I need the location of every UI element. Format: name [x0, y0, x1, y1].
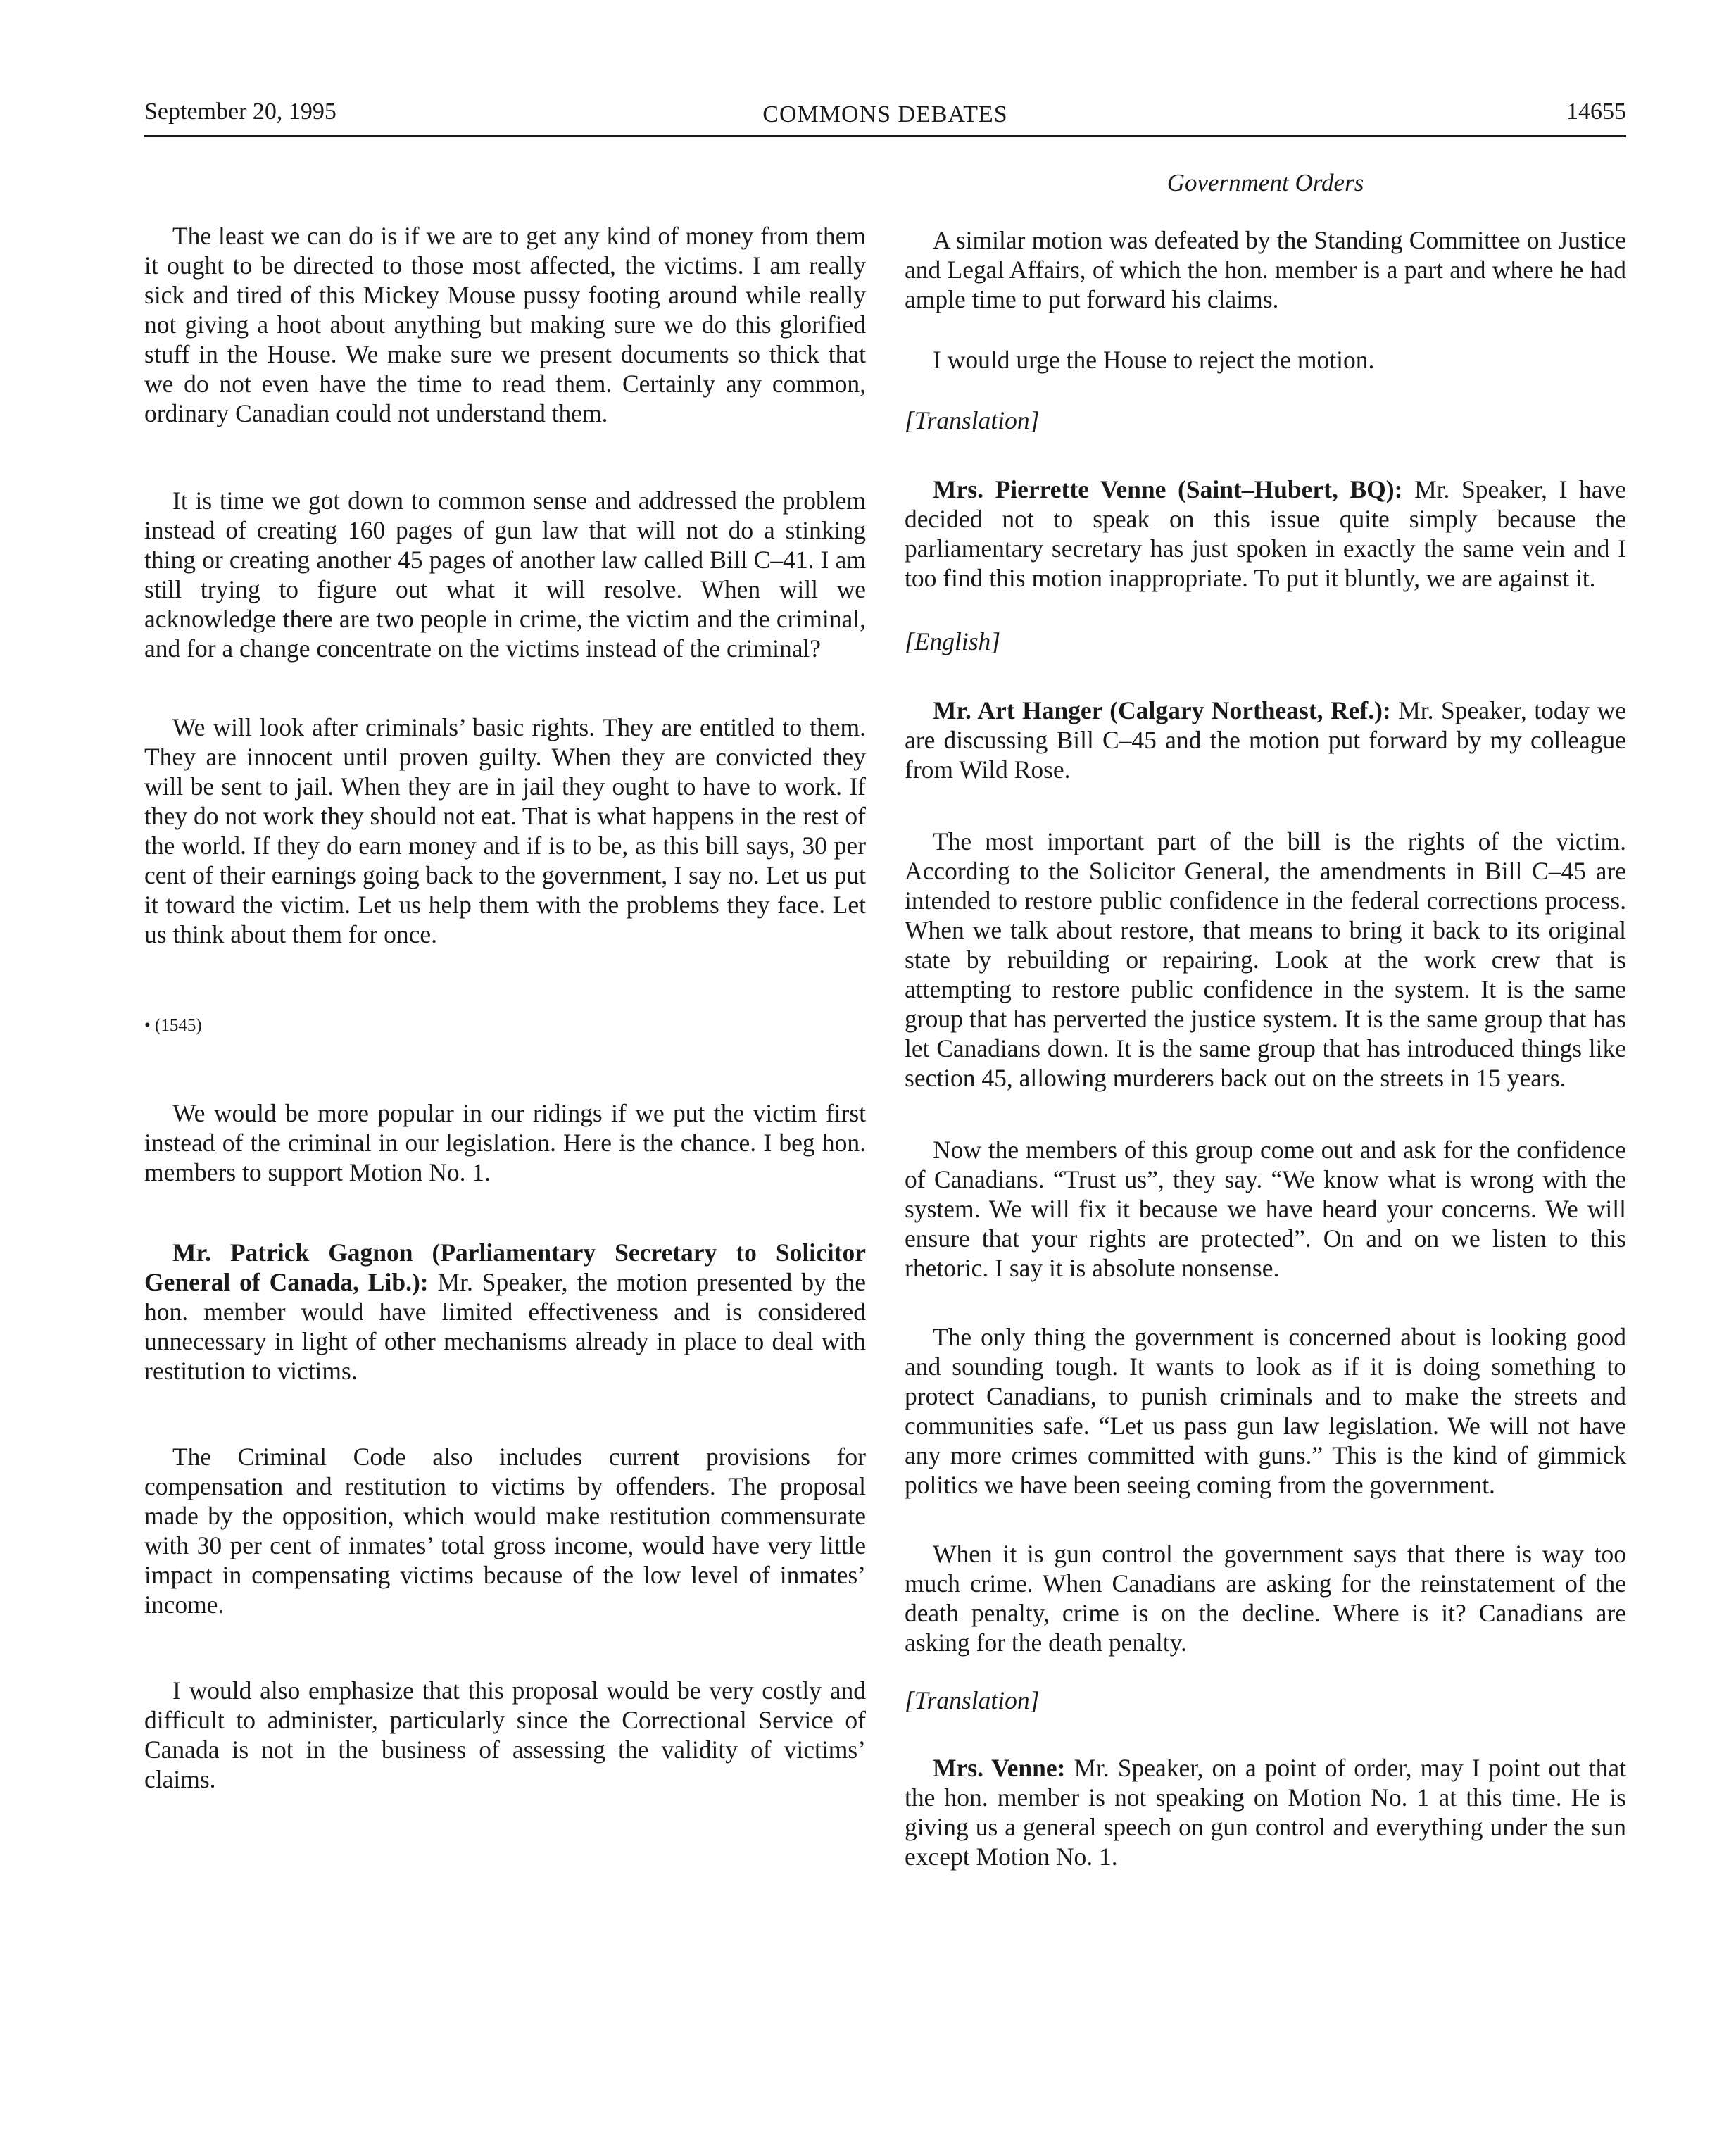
speech-paragraph [905, 475, 1626, 593]
language-tag: [Translation] [905, 1686, 1040, 1714]
section-heading: Government Orders [1166, 169, 1364, 196]
speech-paragraph [905, 1753, 1626, 1871]
language-tag: [English] [905, 627, 1001, 655]
speaker-name: Mr. Patrick Gagnon (Parliamentary Secretary to Solicitor General of Canada, Lib.): [144, 1238, 866, 1296]
paragraph: It is time we got down to common sense and addressed the problem instead of creating 160 pages of gun law that will not do a stinking thing or creating another 45 pages of another law called Bill C–41. I am still trying to figure out what it will resolve. When will we acknowledge there are two people in crime, the victim and the criminal, and for a change concentrate on the victims instead of the criminal? [144, 487, 866, 663]
paragraph: The Criminal Code also includes current provisions for compensation and restitution to victims by offenders. The proposal made by the opposition, which would make restitution commensurate with 30 per cent of inmates’ total gross income, would have very little impact in compensating victims because of the low level of inmates’ income. [144, 1443, 866, 1619]
paragraph: The most important part of the bill is the rights of the victim. According to the Solicitor General, the amendments in Bill C–45 are intended to restore public confidence in the federal corrections process. When we talk about restore, that means to bring it back to its original state by rebuilding or repairing. Look at the work crew that is attempting to restore public confidence in the system. It is the same group that has perverted the justice system. It is the same group that has let Canadians down. It is the same group that has introduced things like section 45, allowing murderers back out on the streets in 15 years. [905, 827, 1626, 1092]
speech-paragraph [144, 1238, 866, 1386]
language-tag: [Translation] [905, 406, 1040, 434]
paragraph: I would also emphasize that this proposal would be very costly and difficult to administer, particularly since the Correctional Service of Canada is not in the business of assessing the validity of victims’ claims. [144, 1676, 866, 1793]
speech-text: Mr. Speaker, today we are discussing Bill C–45 and the motion put forward by my colleague from Wild Rose. [905, 696, 1627, 784]
speech-text: Mr. Speaker, the motion presented by the hon. member would have limited effectiveness and is considered unnecessary in light of other mechanisms already in place to deal with restitution to victims. [144, 1268, 866, 1385]
header-page-number: 14655 [1566, 99, 1626, 125]
speaker-name: Mrs. Pierrette Venne (Saint–Hubert, BQ): [933, 475, 1403, 503]
header-publication: COMMONS DEBATES [762, 101, 1008, 127]
time-marker: • (1545) [144, 1016, 202, 1035]
paragraph: The least we can do is if we are to get any kind of money from them it ought to be directed to those most affected, the victims. I am really sick and tired of this Mickey Mouse pussy footing around while really not giving a hoot about anything but making sure we do this glorified stuff in the House. We make sure we present documents so thick that we do not even have the time to read them. Certainly any common, ordinary Canadian could not understand them. [144, 222, 866, 427]
left-column [144, 211, 866, 1794]
paragraph: The only thing the government is concerned about is looking good and sounding tough. It wants to look as if it is doing something to protect Canadians, to punish criminals and to make the streets and communities safe. “Let us pass gun law legislation. We will not have any more crimes committed with guns.” This is the kind of gimmick politics we have been seeing coming from the government. [905, 1323, 1626, 1499]
speaker-name: Mr. Art Hanger (Calgary Northeast, Ref.): [933, 696, 1391, 724]
speaker-name: Mrs. Venne: [933, 1754, 1066, 1782]
page-header [144, 99, 1626, 137]
paragraph: A similar motion was defeated by the Standing Committee on Justice and Legal Affairs, of which the hon. member is a part and where he had ample time to put forward his claims. [905, 226, 1626, 313]
paragraph: We will look after criminals’ basic rights. They are entitled to them. They are innocent until proven guilty. When they are convicted they will be sent to jail. When they are in jail they ought to have to work. If they do not work they should not eat. That is what happens in the rest of the world. If they do earn money and if is to be, as this bill says, 30 per cent of their earnings going back to the government, I say no. Let us put it toward the victim. Let us help them with the problems they face. Let us think about them for once. [144, 713, 866, 948]
paragraph: I would urge the House to reject the motion. [933, 346, 1375, 374]
right-column [905, 211, 1626, 1871]
paragraph: When it is gun control the government says that there is way too much crime. When Canadians are asking for the reinstatement of the death penalty, crime is on the decline. Where is it? Canadians are asking for the death penalty. [905, 1540, 1626, 1657]
header-date: September 20, 1995 [144, 99, 336, 125]
speech-text: Mr. Speaker, on a point of order, may I point out that the hon. member is not speaking on Motion No. 1 at this time. He is giving us a general speech on gun control and everything under the sun except Motion No. 1. [905, 1754, 1627, 1871]
paragraph: We would be more popular in our ridings if we put the victim first instead of the criminal in our legislation. Here is the chance. I beg hon. members to support Motion No. 1. [144, 1099, 866, 1186]
paragraph: Now the members of this group come out and ask for the confidence of Canadians. “Trust us”, they say. “We know what is wrong with the system. We will fix it because we have heard your concerns. We will ensure that your rights are protected”. On and on we listen to this rhetoric. I say it is absolute nonsense. [905, 1136, 1626, 1282]
speech-text: Mr. Speaker, I have decided not to speak on this issue quite simply because the parliamentary secretary has just spoken in exactly the same vein and I too find this motion inappropriate. To put it bluntly, we are against it. [905, 475, 1626, 592]
speech-paragraph [905, 696, 1626, 784]
